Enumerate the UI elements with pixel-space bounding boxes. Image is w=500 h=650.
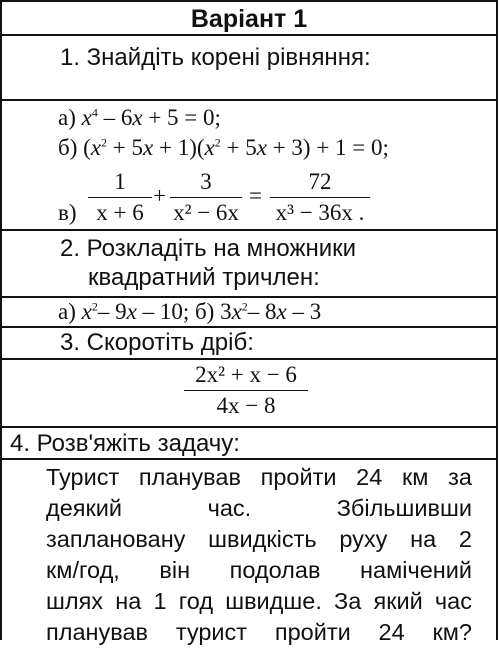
task4-line: Турист планував пройти 24 км за <box>46 464 472 490</box>
task4-header-row <box>2 428 496 460</box>
fraction-2-num: 3 <box>170 169 242 198</box>
task4-line: планував турист пройти 24 км? <box>46 619 472 645</box>
equals-sign: = <box>249 183 262 208</box>
task2-prompt-line2: квадратний тричлен: <box>88 264 320 291</box>
task2-expressions: а) $x^2-$ 9x – 10; б) $3x^2-$ 8x – 3 <box>58 299 322 324</box>
task4-prompt: 4. Розв'яжіть задачу: <box>10 430 240 457</box>
task3-fraction-den: 4x − 8 <box>216 393 276 418</box>
task1-header-row <box>2 36 496 101</box>
task4-line: шлях на 1 год швидше. За який час <box>46 588 472 614</box>
task2-prompt-line1: 2. Розкладіть на множники <box>60 235 357 262</box>
equation-a-label: а) <box>58 105 82 130</box>
task4-line: км/год, він подолав намічений <box>46 557 472 583</box>
plus-sign: + <box>153 183 166 208</box>
fraction-2 <box>170 169 242 226</box>
fraction-1 <box>88 169 152 226</box>
task2-expressions-row <box>2 298 496 328</box>
equation-c-label: в) <box>58 200 77 225</box>
task2-header-row <box>2 231 496 298</box>
equation-b: б) $(x^2 + 5x + 1)(x^2 + 5x + 3) + 1 = 0$; <box>58 135 389 160</box>
task1-equations-row <box>2 101 496 231</box>
variant-title: Варіант 1 <box>2 2 496 36</box>
task4-line: деякий час. Збільшивши <box>46 495 472 521</box>
task3-fraction-row <box>2 360 496 428</box>
fraction-1-den: x + 6 <box>96 200 144 225</box>
fraction-3-num: 72 <box>270 169 370 198</box>
task4-problem-text <box>46 462 472 648</box>
task3-header-row <box>2 328 496 360</box>
fraction-1-num: 1 <box>88 169 152 198</box>
fraction-2-den: x² − 6x <box>173 200 239 225</box>
fraction-3 <box>270 169 370 226</box>
task4-text-row <box>2 460 496 650</box>
task4-line: заплановану швидкість руху на 2 <box>46 526 472 552</box>
task3-fraction-num: 2x² + x − 6 <box>184 362 308 391</box>
task3-prompt: 3. Скоротіть дріб: <box>60 329 254 356</box>
task1-prompt: 1. Знайдіть корені рівняння: <box>60 44 371 71</box>
task2-prompt <box>60 234 356 292</box>
equation-a: а) $x^4 - 6x + 5 = 0$; <box>58 105 221 130</box>
equation-b-label: б) <box>58 135 84 160</box>
task3-fraction <box>184 362 308 419</box>
fraction-3-den: x³ − 36x . <box>275 200 365 225</box>
